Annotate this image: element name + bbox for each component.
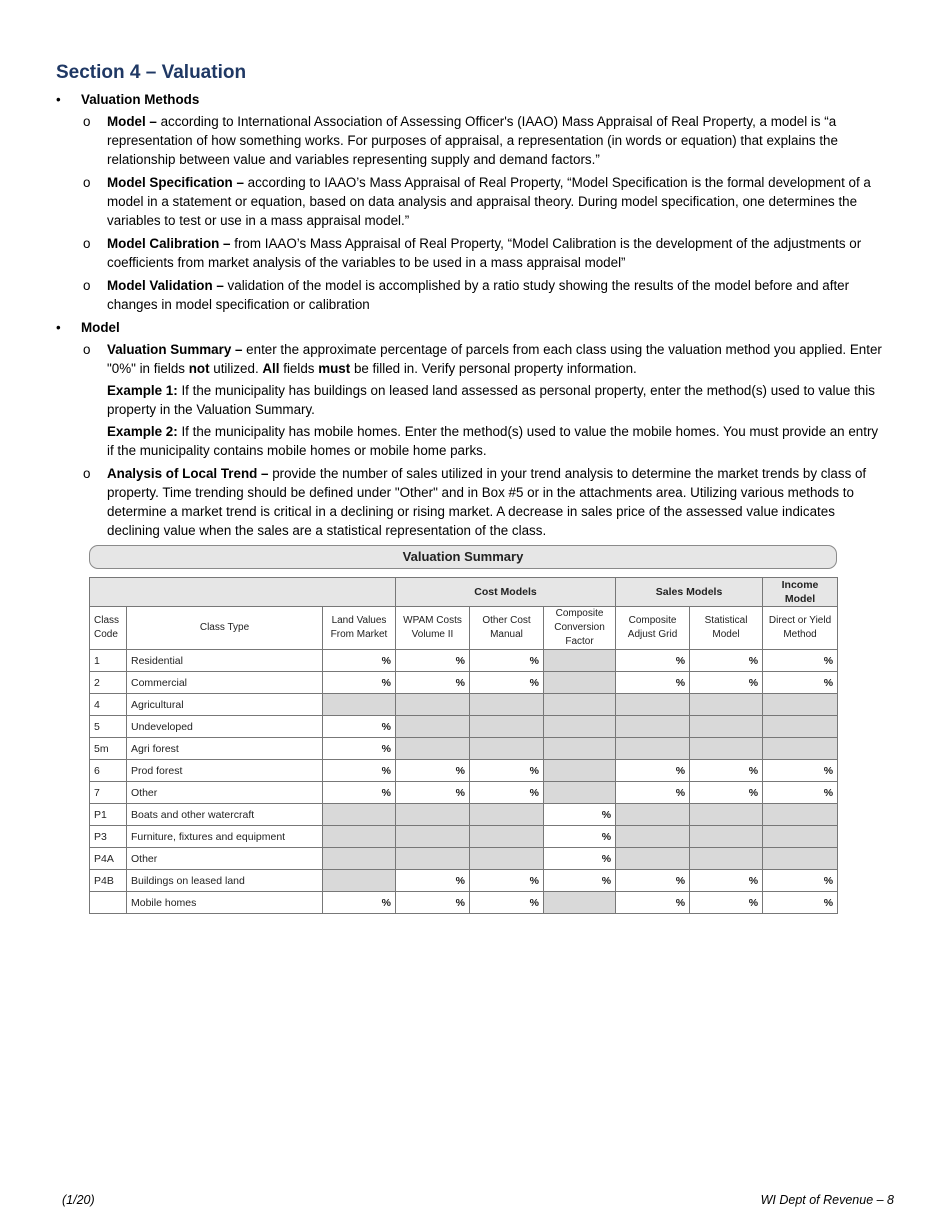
footer-page-code: (1/20) (62, 1193, 95, 1207)
class-type-cell: Residential (127, 650, 323, 672)
percent-entry-cell[interactable]: % (396, 870, 470, 892)
percent-entry-cell[interactable]: % (396, 760, 470, 782)
class-type-cell: Other (127, 848, 323, 870)
percent-entry-cell[interactable]: % (544, 804, 616, 826)
percent-entry-cell[interactable]: % (616, 892, 690, 914)
class-type-cell: Prod forest (127, 760, 323, 782)
percent-entry-cell[interactable]: % (323, 650, 396, 672)
col-land-values: Land Values From Market (323, 607, 396, 650)
percent-entry-cell[interactable]: % (690, 892, 763, 914)
class-code-cell: P3 (90, 826, 127, 848)
disabled-cell (470, 716, 544, 738)
class-type-cell: Undeveloped (127, 716, 323, 738)
disabled-cell (470, 848, 544, 870)
percent-entry-cell[interactable]: % (690, 870, 763, 892)
disabled-cell (544, 716, 616, 738)
definition-term: Model Validation – (107, 278, 224, 293)
percent-entry-cell[interactable]: % (616, 760, 690, 782)
class-code-cell: 6 (90, 760, 127, 782)
table-title: Valuation Summary (89, 545, 837, 569)
disabled-cell (616, 694, 690, 716)
example-label: Example 2: (107, 424, 178, 439)
group-header-row (90, 578, 838, 607)
disabled-cell (470, 694, 544, 716)
percent-entry-cell[interactable]: % (470, 650, 544, 672)
valuation-summary-table-image (89, 545, 837, 914)
valuation-summary-instructions (81, 340, 886, 460)
class-type-cell: Furniture, fixtures and equipment (127, 826, 323, 848)
circle-bullet-icon: o (83, 175, 91, 190)
disabled-cell (690, 804, 763, 826)
table-row (90, 870, 838, 892)
class-code-cell: P4A (90, 848, 127, 870)
table-row (90, 760, 838, 782)
section-title: Section 4 – Valuation (56, 62, 247, 83)
group-header-sales: Sales Models (616, 578, 763, 607)
table-row (90, 892, 838, 914)
disabled-cell (690, 826, 763, 848)
disabled-cell (616, 826, 690, 848)
percent-entry-cell[interactable]: % (470, 892, 544, 914)
disabled-cell (470, 738, 544, 760)
disabled-cell (763, 826, 838, 848)
col-composite-conversion: Composite Conversion Factor (544, 607, 616, 650)
definition-text: validation of the model is accomplished by a ratio study showing the results of the model before and after changes in model specification or calibration (107, 278, 850, 312)
class-type-cell: Agri forest (127, 738, 323, 760)
disabled-cell (690, 716, 763, 738)
disabled-cell (544, 672, 616, 694)
percent-entry-cell[interactable]: % (763, 760, 838, 782)
group-header-cost: Cost Models (396, 578, 616, 607)
class-code-cell: 5m (90, 738, 127, 760)
definition-model-calibration (81, 234, 886, 272)
class-type-cell: Other (127, 782, 323, 804)
percent-entry-cell[interactable]: % (616, 870, 690, 892)
disabled-cell (396, 848, 470, 870)
example-2 (107, 422, 886, 460)
disabled-cell (323, 826, 396, 848)
percent-entry-cell[interactable]: % (323, 716, 396, 738)
group-header-income: Income Model (763, 578, 838, 607)
percent-entry-cell[interactable]: % (323, 892, 396, 914)
instruction-text: utilized. (209, 361, 263, 376)
class-code-cell: 2 (90, 672, 127, 694)
bullet-model (56, 318, 886, 540)
percent-entry-cell[interactable]: % (470, 760, 544, 782)
definition-term: Model Specification – (107, 175, 244, 190)
percent-entry-cell[interactable]: % (690, 650, 763, 672)
table-row (90, 738, 838, 760)
percent-entry-cell[interactable]: % (763, 650, 838, 672)
disabled-cell (690, 738, 763, 760)
class-code-cell: 4 (90, 694, 127, 716)
footer-department: WI Dept of Revenue – 8 (760, 1193, 894, 1207)
disabled-cell (396, 716, 470, 738)
definition-model-specification (81, 173, 886, 230)
disabled-cell (396, 738, 470, 760)
col-statistical-model: Statistical Model (690, 607, 763, 650)
group-header-blank (90, 578, 396, 607)
table-row (90, 672, 838, 694)
definition-term: Model Calibration – (107, 236, 231, 251)
percent-entry-cell[interactable]: % (544, 870, 616, 892)
percent-entry-cell[interactable]: % (763, 672, 838, 694)
emphasis-text: All (262, 361, 280, 376)
disabled-cell (396, 826, 470, 848)
disabled-cell (544, 892, 616, 914)
disabled-cell (763, 804, 838, 826)
example-text: If the municipality has mobile homes. Enter the method(s) used to value the mobile homes. You must provide an entry if the municipality contains mobile homes or mobile home parks. (107, 424, 879, 458)
percent-entry-cell[interactable]: % (690, 782, 763, 804)
circle-bullet-icon: o (83, 466, 91, 481)
disabled-cell (763, 848, 838, 870)
table-row (90, 694, 838, 716)
valuation-methods-heading: Valuation Methods (81, 92, 200, 107)
example-1 (107, 381, 886, 419)
percent-entry-cell[interactable]: % (616, 650, 690, 672)
col-wpam-costs: WPAM Costs Volume II (396, 607, 470, 650)
table-row (90, 826, 838, 848)
disabled-cell (470, 826, 544, 848)
class-code-cell (90, 892, 127, 914)
valuation-summary-table (89, 577, 838, 914)
percent-entry-cell[interactable]: % (690, 672, 763, 694)
example-text: If the municipality has buildings on leased land assessed as personal property, enter the method(s) used to value this property in the Valuation Summary. (107, 383, 875, 417)
table-row (90, 782, 838, 804)
class-code-cell: 5 (90, 716, 127, 738)
percent-entry-cell[interactable]: % (323, 672, 396, 694)
bullet-icon: • (56, 92, 61, 107)
percent-entry-cell[interactable]: % (396, 782, 470, 804)
definition-text: provide the number of sales utilized in your trend analysis to determine the market trends by class of property. Time trending should be defined under "Other" and in Box #5 or in the attachments area. Utilizing various methods to determine a market trend is critical in a declining or rising market. A decrease in sales price of the assessed value indicates declining value when the sales are a statistical representation of the class. (107, 466, 867, 538)
percent-entry-cell[interactable]: % (396, 650, 470, 672)
disabled-cell (763, 716, 838, 738)
percent-entry-cell[interactable]: % (396, 892, 470, 914)
disabled-cell (323, 870, 396, 892)
class-code-cell: 1 (90, 650, 127, 672)
definition-text: according to International Association of Assessing Officer's (IAAO) Mass Appraisal of Real Property, a model is “a representation of how something works. For purposes of appraisal, a representation (in words or equation) that explains the relationship between value and variables representing supply and demand factors.” (107, 114, 838, 167)
percent-entry-cell[interactable]: % (470, 672, 544, 694)
disabled-cell (690, 848, 763, 870)
disabled-cell (616, 716, 690, 738)
local-trend-instructions (81, 464, 886, 540)
col-composite-adjust: Composite Adjust Grid (616, 607, 690, 650)
example-label: Example 1: (107, 383, 178, 398)
instruction-text: fields (279, 361, 319, 376)
column-header-row (90, 607, 838, 650)
percent-entry-cell[interactable]: % (763, 782, 838, 804)
percent-entry-cell[interactable]: % (323, 782, 396, 804)
col-class-code: Class Code (90, 607, 127, 650)
percent-entry-cell[interactable]: % (544, 826, 616, 848)
class-type-cell: Mobile homes (127, 892, 323, 914)
percent-entry-cell[interactable]: % (763, 870, 838, 892)
percent-entry-cell[interactable]: % (470, 870, 544, 892)
col-class-type: Class Type (127, 607, 323, 650)
disabled-cell (323, 848, 396, 870)
definition-model (81, 112, 886, 169)
disabled-cell (544, 760, 616, 782)
percent-entry-cell[interactable]: % (396, 672, 470, 694)
instruction-text: be filled in. Verify personal property information. (350, 361, 637, 376)
class-type-cell: Buildings on leased land (127, 870, 323, 892)
disabled-cell (690, 694, 763, 716)
percent-entry-cell[interactable]: % (323, 760, 396, 782)
disabled-cell (616, 804, 690, 826)
circle-bullet-icon: o (83, 114, 91, 129)
col-other-cost-manual: Other Cost Manual (470, 607, 544, 650)
disabled-cell (544, 738, 616, 760)
emphasis-text: must (318, 361, 351, 376)
disabled-cell (396, 694, 470, 716)
definition-text: from IAAO’s Mass Appraisal of Real Property, “Model Calibration is the development of the adjustments or coefficients from market analysis of the variables to be used in a mass appraisal model” (107, 236, 862, 270)
circle-bullet-icon: o (83, 342, 91, 357)
disabled-cell (544, 782, 616, 804)
disabled-cell (763, 738, 838, 760)
disabled-cell (544, 694, 616, 716)
class-code-cell: 7 (90, 782, 127, 804)
percent-entry-cell[interactable]: % (323, 738, 396, 760)
instruction-text: enter the approximate percentage of parcels from each class using the valuation method you applied. Enter "0%" in fields (107, 342, 882, 376)
table-row (90, 804, 838, 826)
table-row (90, 848, 838, 870)
class-type-cell: Agricultural (127, 694, 323, 716)
disabled-cell (616, 848, 690, 870)
emphasis-text: not (188, 361, 210, 376)
definition-term: Model – (107, 114, 157, 129)
table-body (90, 650, 838, 914)
disabled-cell (763, 694, 838, 716)
circle-bullet-icon: o (83, 236, 91, 251)
definition-term: Valuation Summary – (107, 342, 243, 357)
circle-bullet-icon: o (83, 278, 91, 293)
disabled-cell (323, 694, 396, 716)
percent-entry-cell[interactable]: % (763, 892, 838, 914)
model-heading: Model (81, 320, 120, 335)
disabled-cell (544, 650, 616, 672)
percent-entry-cell[interactable]: % (544, 848, 616, 870)
class-type-cell: Boats and other watercraft (127, 804, 323, 826)
percent-entry-cell[interactable]: % (616, 672, 690, 694)
table-row (90, 716, 838, 738)
bullet-valuation-methods (56, 90, 886, 314)
definition-model-validation (81, 276, 886, 314)
definition-term: Analysis of Local Trend – (107, 466, 269, 481)
class-code-cell: P4B (90, 870, 127, 892)
class-type-cell: Commercial (127, 672, 323, 694)
class-code-cell: P1 (90, 804, 127, 826)
disabled-cell (616, 738, 690, 760)
disabled-cell (470, 804, 544, 826)
document-body (56, 90, 886, 544)
percent-entry-cell[interactable]: % (690, 760, 763, 782)
col-direct-yield: Direct or Yield Method (763, 607, 838, 650)
percent-entry-cell[interactable]: % (616, 782, 690, 804)
definition-text: according to IAAO’s Mass Appraisal of Real Property, “Model Specification is the formal development of a model in a statement or equation, based on data analysis and appraisal theory. During model specification, one determines the variables to test or use in a mass appraisal model.” (107, 175, 871, 228)
bullet-icon: • (56, 320, 61, 335)
percent-entry-cell[interactable]: % (470, 782, 544, 804)
disabled-cell (396, 804, 470, 826)
table-row (90, 650, 838, 672)
disabled-cell (323, 804, 396, 826)
